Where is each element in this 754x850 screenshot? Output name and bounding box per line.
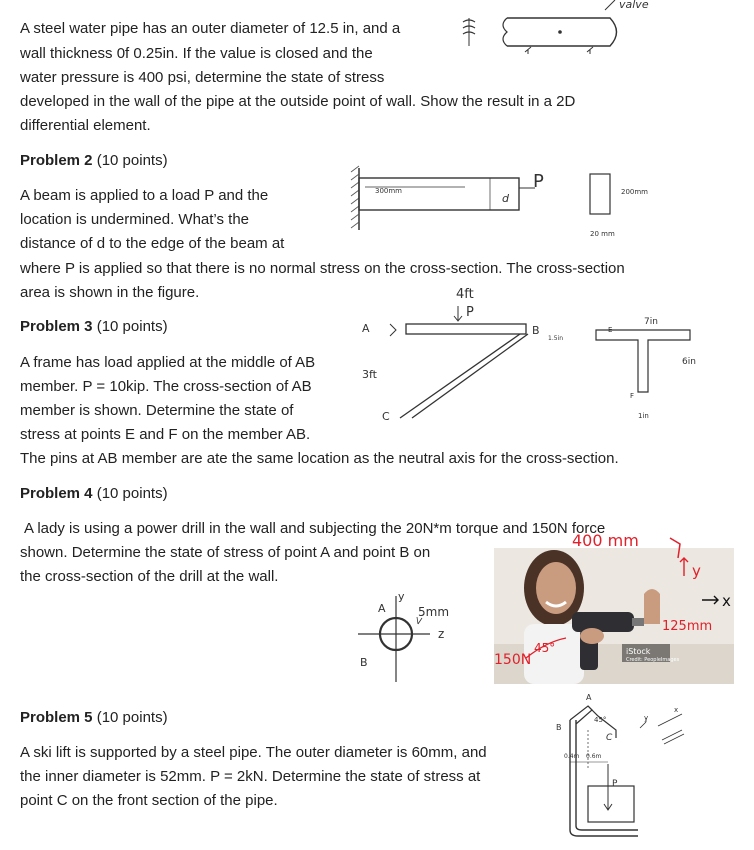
pt-c-label: C: [606, 733, 613, 743]
p3-line-3: member is shown. Determine the state of: [20, 402, 294, 419]
p2-line-2: location is undermined. What’s the: [20, 211, 250, 228]
p3-line-2: member. P = 10kip. The cross-section of AB: [20, 378, 312, 395]
dim-04-label: 0.4m: [564, 753, 580, 760]
drill-annotations: [490, 530, 754, 690]
p4-title: Problem 4: [20, 485, 93, 502]
section-height-label: 200mm: [621, 188, 648, 196]
e-label: E: [608, 326, 613, 334]
web-label: 6in: [682, 357, 696, 367]
point-b-label: B: [360, 656, 368, 669]
p5-line-2: the inner diameter is 52mm. P = 2kN. Determine the state of stress at: [20, 768, 481, 785]
pin-c-label: C: [382, 410, 390, 423]
p5-points: (10 points): [92, 709, 168, 726]
x-axis-label: x: [722, 592, 731, 610]
d-label: d: [502, 192, 509, 205]
p3-title: Problem 3: [20, 318, 93, 335]
y-axis-label-5: y: [644, 714, 649, 722]
dim-06-label: 0.6m: [586, 753, 602, 760]
x-axis-label-5: x: [674, 706, 679, 714]
pin-b-label: B: [532, 324, 540, 337]
height-label: 3ft: [362, 368, 377, 381]
load-p-label: P: [533, 171, 544, 192]
p3-heading: [20, 318, 168, 336]
y-axis-red: y: [692, 562, 701, 580]
p2-line-4: where P is applied so that there is no normal stress on the cross-section. The cross-section: [20, 260, 625, 277]
radius-label: 5mm: [418, 605, 450, 619]
p5-line-1: A ski lift is supported by a steel pipe. The outer diameter is 60mm, and: [20, 744, 487, 761]
beam-figure: [345, 160, 665, 250]
load-p-label-5: P: [612, 779, 618, 789]
z-axis-label: z: [438, 627, 445, 641]
p1-line-1: A steel water pipe has an outer diameter of 12.5 in, and a: [20, 20, 401, 37]
valve-label: valve: [619, 0, 649, 11]
p1-line-2: wall thickness 0f 0.25in. If the value is closed and the: [20, 45, 373, 62]
pt-b-label: B: [556, 723, 562, 732]
beam-length-label: 300mm: [375, 187, 402, 195]
p5-line-3: point C on the front section of the pipe.: [20, 792, 278, 809]
p4-line-2: shown. Determine the state of stress of point A and point B on: [20, 544, 431, 561]
p3-line-5: The pins at AB member are ate the same location as the neutral axis for the cross-section.: [20, 450, 619, 467]
p4-heading: [20, 485, 168, 503]
thick-label: 1in: [638, 412, 649, 420]
p2-title: Problem 2: [20, 152, 93, 169]
pin-a-label: A: [362, 322, 370, 335]
p2-points: (10 points): [92, 152, 168, 169]
section-width-label: 20 mm: [590, 230, 615, 238]
flange-label: 7in: [644, 317, 658, 327]
d125-label: 125mm: [662, 619, 713, 634]
load-p-label-3: P: [466, 305, 474, 320]
p1-line-5: differential element.: [20, 117, 151, 134]
f-label: F: [630, 392, 635, 400]
distance-label: 400 mm: [572, 531, 639, 550]
ski-lift-figure: [548, 690, 708, 840]
p4-line-1: A lady is using a power drill in the wall and subjecting the 20N*m torque and 150N force: [24, 520, 606, 537]
frame-figure: [360, 280, 720, 423]
p2-line-5: area is shown in the figure.: [20, 284, 200, 301]
p3-points: (10 points): [92, 318, 168, 335]
p3-line-4: stress at points E and F on the member AB.: [20, 426, 311, 443]
p2-line-1: A beam is applied to a load P and the: [20, 187, 269, 204]
p2-line-3: distance of d to the edge of the beam at: [20, 235, 285, 252]
p4-line-3: the cross-section of the drill at the wall.: [20, 568, 279, 585]
p5-title: Problem 5: [20, 709, 93, 726]
span-label: 4ft: [456, 287, 474, 302]
drill-section-figure: [340, 590, 470, 685]
p4-points: (10 points): [92, 485, 168, 502]
p1-line-3: water pressure is 400 psi, determine the state of stress: [20, 69, 385, 86]
y-axis-label: y: [398, 590, 405, 603]
photo-credit: Credit: PeopleImages: [626, 657, 680, 663]
angle-45-label: 45°: [594, 716, 607, 724]
pipe-figure: [455, 0, 655, 60]
force-label: 150N: [494, 652, 532, 668]
point-a-label: A: [378, 602, 386, 615]
istock-label: iStock: [626, 647, 651, 656]
pt-a-label: A: [586, 693, 592, 702]
p2-heading: [20, 152, 168, 170]
angle-label: 45°: [534, 641, 556, 655]
p1-line-4: developed in the wall of the pipe at the outside point of wall. Show the result in a 2D: [20, 93, 576, 110]
p3-line-1: A frame has load applied at the middle of AB: [20, 354, 316, 371]
t2-label: 1.5in: [548, 335, 564, 342]
p5-heading: [20, 709, 168, 727]
